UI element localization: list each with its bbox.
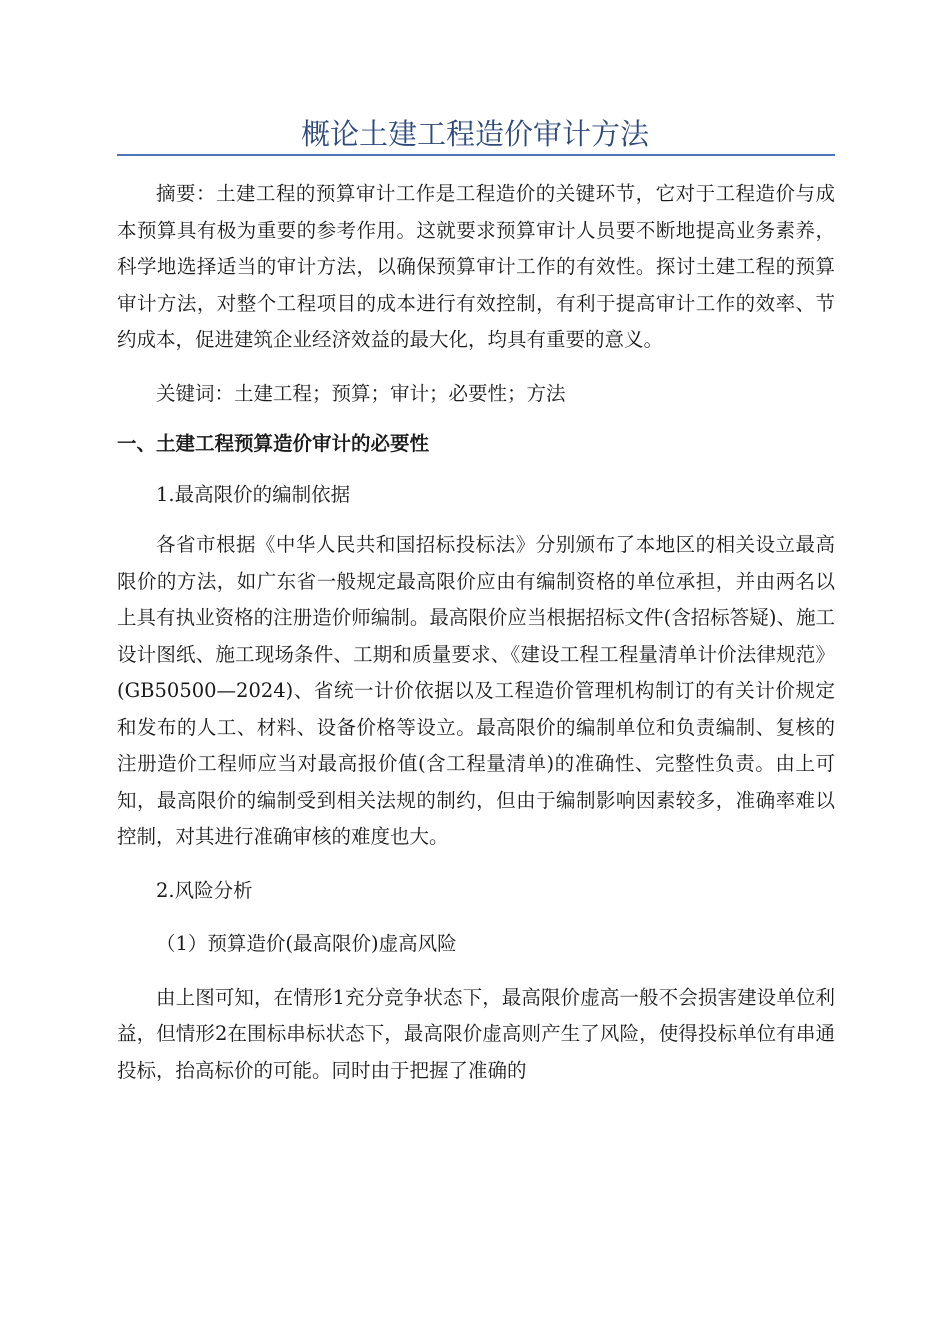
subsection-heading-2: 2.风险分析	[156, 878, 253, 902]
item-heading-1: （1）预算造价(最高限价)虚高风险	[156, 932, 457, 955]
subsection-1-paragraph: 各省市根据《中华人民共和国招标投标法》分别颁布了本地区的相关设立最高限价的方法，如广东省一般规定最高限价应由有编制资格的单位承担，并由两名以上具有执业资格的注册造价师编制。最高限价应当根据招标文件(含招标答疑)、施工设计图纸、施工现场条件、工期和质量要求、《建设工程工程量清单计价法律规范》(GB50500—2024)、省统一计价依据以及工程造价管理机构制订的有关计价规定和发布的人工、材料、设备价格等设立。最高限价的编制单位和负责编制、复核的注册造价工程师应当对最高报价值(含工程量清单)的准确性、完整性负责。由上可知，最高限价的编制受到相关法规的制约，但由于编制影响因素较多，准确率难以控制，对其进行准确审核的难度也大。	[117, 533, 835, 848]
title-underline	[117, 154, 835, 156]
document-body	[117, 176, 835, 1089]
keywords-line: 关键词：土建工程；预算；审计；必要性；方法	[156, 381, 566, 405]
abstract-paragraph: 摘要：土建工程的预算审计工作是工程造价的关键环节，它对于工程造价与成本预算具有极为重要的参考作用。这就要求预算审计人员要不断地提高业务素养，科学地选择适当的审计方法，以确保预算审计工作的有效性。探讨土建工程的预算审计方法，对整个工程项目的成本进行有效控制，有利于提高审计工作的效率、节约成本，促进建筑企业经济效益的最大化，均具有重要的意义。	[117, 182, 835, 351]
section-heading-1: 一、土建工程预算造价审计的必要性	[117, 432, 430, 455]
document-title: 概论土建工程造价审计方法	[300, 117, 649, 151]
item-1-paragraph: 由上图可知，在情形1充分竞争状态下，最高限价虚高一般不会损害建设单位利益，但情形2在围标串标状态下，最高限价虚高则产生了风险，使得投标单位有串通投标，抬高标价的可能。同时由于把握了准确的	[117, 985, 835, 1082]
subsection-heading-1: 1.最高限价的编制依据	[156, 482, 351, 506]
